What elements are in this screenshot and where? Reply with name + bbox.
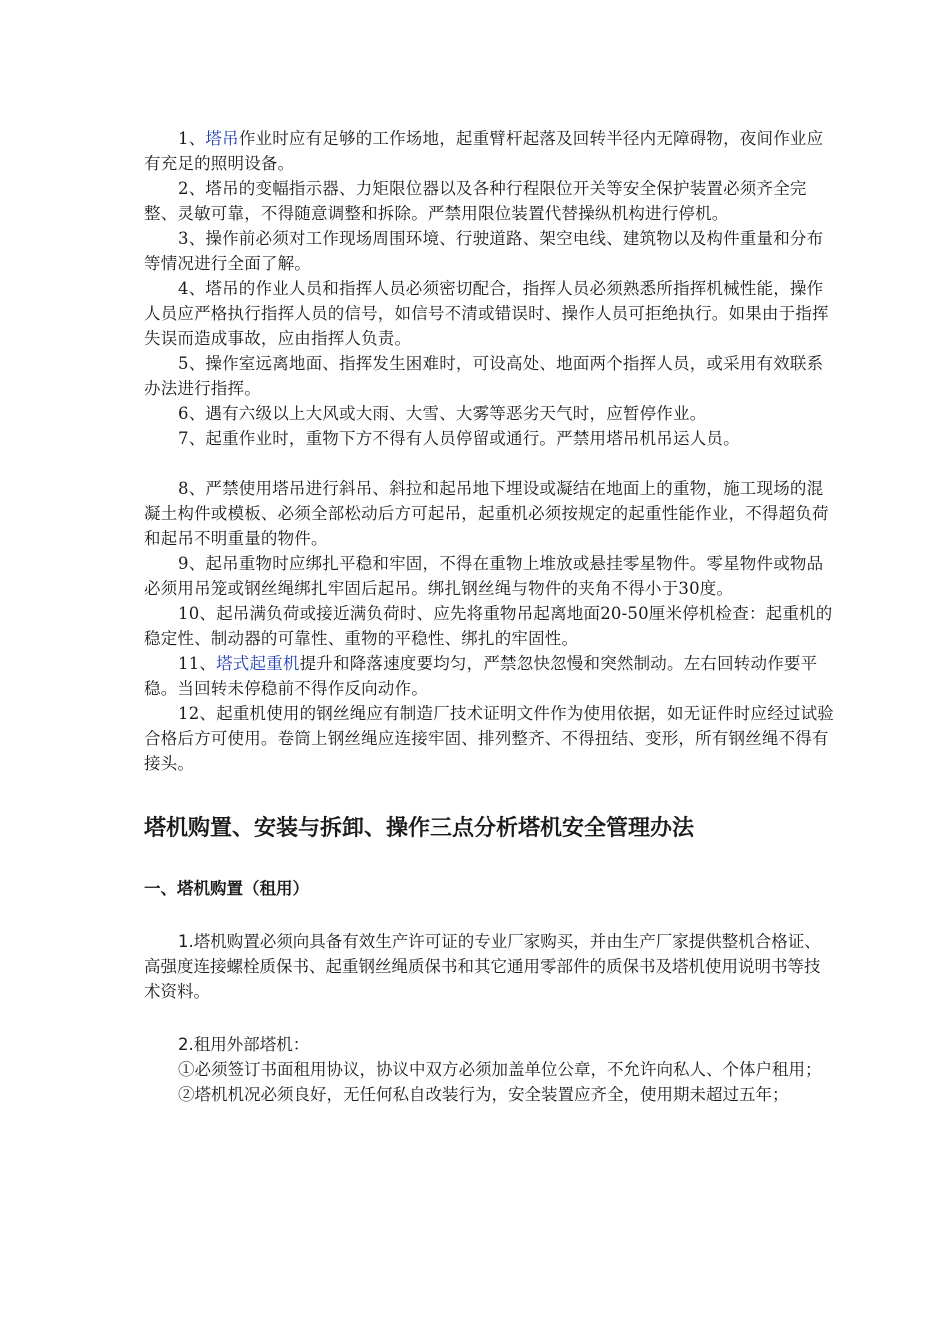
rule-5 <box>144 351 834 401</box>
rental-paragraph-number: 2. <box>178 1035 194 1054</box>
rule-8-text: 8、严禁使用塔吊进行斜吊、斜拉和起吊地下埋设或凝结在地面上的重物，施工现场的混凝土构件或模板、必须全部松动后方可起吊，起重机必须按规定的起重性能作业，不得超负荷和起吊不明重量的物件。 <box>144 479 829 548</box>
rule-6-text: 6、遇有六级以上大风或大雨、大雪、大雾等恶劣天气时，应暂停作业。 <box>178 404 707 423</box>
section-heading: 塔机购置、安装与拆卸、操作三点分析塔机安全管理办法 <box>144 816 695 841</box>
purchase-paragraph-1-text: 塔机购置必须向具备有效生产许可证的专业厂家购买，并由生产厂家提供整机合格证、高强度连接螺栓质保书、起重钢丝绳质保书和其它通用零部件的质保书及塔机使用说明书等技术资料。 <box>144 932 821 1001</box>
rental-paragraph-text: 租用外部塔机： <box>193 1035 310 1054</box>
rule-12 <box>144 701 834 776</box>
tower-crane-link[interactable]: 塔吊 <box>205 129 239 148</box>
rule-12-text: 12、起重机使用的钢丝绳应有制造厂技术证明文件作为使用依据，如无证件时应经过试验合格后方可使用。卷筒上钢丝绳应连接牢固、排列整齐、不得扭结、变形，所有钢丝绳不得有接头。 <box>144 704 834 773</box>
purchase-paragraph-1-number: 1. <box>178 932 194 951</box>
rule-3-text: 3、操作前必须对工作现场周围环境、行驶道路、架空电线、建筑物以及构件重量和分布等情况进行全面了解。 <box>144 229 824 273</box>
document-page <box>144 126 834 1107</box>
rule-5-text: 5、操作室远离地面、指挥发生困难时，可设高处、地面两个指挥人员，或采用有效联系办法进行指挥。 <box>144 354 824 398</box>
rule-4 <box>144 276 834 351</box>
rule-3 <box>144 226 834 276</box>
rental-paragraph-heading <box>144 1032 834 1057</box>
purchase-paragraph-1 <box>144 929 834 1004</box>
paragraph-gap <box>144 451 834 476</box>
rule-10 <box>144 601 834 651</box>
rule-9 <box>144 551 834 601</box>
rule-1-number: 1、 <box>178 129 206 148</box>
rule-4-text: 4、塔吊的作业人员和指挥人员必须密切配合，指挥人员必须熟悉所指挥机械性能，操作人员应严格执行指挥人员的信号，如信号不清或错误时、操作人员可拒绝执行。如果由于指挥失误而造成事故，应由指挥人负责。 <box>144 279 829 348</box>
rule-8 <box>144 476 834 551</box>
rule-11-number: 11、 <box>178 654 217 673</box>
rental-item-2-text: ②塔机机况必须良好，无任何私自改装行为，安全装置应齐全，使用期未超过五年； <box>178 1085 789 1104</box>
rule-9-text: 9、起吊重物时应绑扎平稳和牢固，不得在重物上堆放或悬挂零星物件。零星物件或物品必须用吊笼或钢丝绳绑扎牢固后起吊。绑扎钢丝绳与物件的夹角不得小于30度。 <box>144 554 824 598</box>
rental-item-2 <box>144 1082 834 1107</box>
rental-paragraph-block <box>144 1032 834 1107</box>
rental-item-1-text: ①必须签订书面租用协议，协议中双方必须加盖单位公章，不允许向私人、个体户租用； <box>178 1060 822 1079</box>
tower-crane-machine-link[interactable]: 塔式起重机 <box>216 654 300 673</box>
rule-11-text: 提升和降落速度要均匀，严禁忽快忽慢和突然制动。左右回转动作要平稳。当回转未停稳前不得作反向动作。 <box>144 654 818 698</box>
rule-7 <box>144 426 834 451</box>
rule-7-text: 7、起重作业时，重物下方不得有人员停留或通行。严禁用塔吊机吊运人员。 <box>178 429 740 448</box>
rule-10-text: 10、起吊满负荷或接近满负荷时、应先将重物吊起离地面20-50厘米停机检查：起重机的稳定性、制动器的可靠性、重物的平稳性、绑扎的牢固性。 <box>144 604 833 648</box>
rule-6 <box>144 401 834 426</box>
rental-item-1 <box>144 1057 834 1082</box>
subsection-title: 一、塔机购置（租用） <box>144 879 309 898</box>
purchase-paragraph-block <box>144 929 834 1004</box>
rule-2 <box>144 176 834 226</box>
rule-1 <box>144 126 834 176</box>
rule-1-text: 作业时应有足够的工作场地，起重臂杆起落及回转半径内无障碍物，夜间作业应有充足的照明设备。 <box>144 129 824 173</box>
rule-11 <box>144 651 834 701</box>
rule-2-text: 2、塔吊的变幅指示器、力矩限位器以及各种行程限位开关等安全保护装置必须齐全完整、灵敏可靠，不得随意调整和拆除。严禁用限位装置代替操纵机构进行停机。 <box>144 179 807 223</box>
